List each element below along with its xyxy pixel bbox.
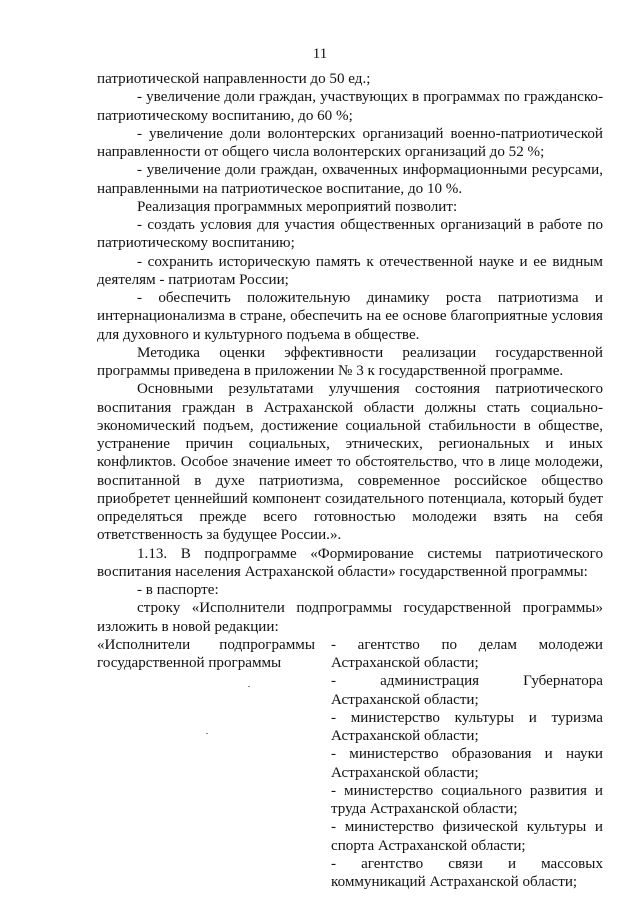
executor-item: - агентство связи и массовых коммуникаций Астраханской области; bbox=[331, 855, 603, 890]
paragraph: патриотической направленности до 50 ед.; bbox=[97, 71, 371, 87]
executor-item: - министерство социального развития и труда Астраханской области; bbox=[331, 782, 603, 817]
paragraph: строку «Исполнители подпрограммы государственной программы» изложить в новой редакции: bbox=[97, 600, 603, 635]
paragraph: - увеличение доли граждан, участвующих в программах по гражданско-патриотическому воспитанию, до 60 %; bbox=[97, 89, 603, 124]
scan-speck bbox=[206, 733, 208, 734]
paragraph: - увеличение доли волонтерских организаций военно-патриотической направленности от общего числа волонтерских организаций до 52 %; bbox=[97, 125, 603, 160]
paragraph: Основными результатами улучшения состояния патриотического воспитания граждан в Астраханской области должны стать социально-экономический подъем, достижение социальной стабильности в обществе, устранение причин социальных, этнических, региональных и иных конфликтов. Особое значение имеет то обстоятельство, что в лице молодежи, воспитанной в духе патриотизма, современное российское общество приобретет ценнейший компонент созидательного потенциала, который будет определяться прежде всего готовностью молодежи взять на себя ответственность за будущее России.». bbox=[97, 381, 603, 544]
paragraph: - в паспорте: bbox=[137, 582, 219, 598]
paragraph: Методика оценки эффективности реализации государственной программы приведена в приложении № 3 к государственной программе. bbox=[97, 344, 603, 379]
paragraph: - сохранить историческую память к отечественной науке и ее видным деятелям - патриотам России; bbox=[97, 253, 603, 288]
executor-item: - агентство по делам молодежи Астраханской области; bbox=[331, 636, 603, 671]
executor-item: - министерство культуры и туризма Астраханской области; bbox=[331, 709, 603, 744]
paragraph-list bbox=[97, 70, 603, 636]
paragraph: - создать условия для участия общественных организаций в работе по патриотическому воспитанию; bbox=[97, 217, 603, 252]
page-number: 11 bbox=[312, 46, 328, 62]
paragraph: Реализация программных мероприятий позволит: bbox=[137, 198, 458, 215]
executor-item: - администрация Губернатора Астраханской области; bbox=[331, 673, 603, 708]
paragraph: 1.13. В подпрограмме «Формирование системы патриотического воспитания населения Астраханской области» государственной программы: bbox=[97, 545, 603, 580]
paragraph: - увеличение доли граждан, охваченных информационными ресурсами, направленными на патриотическое воспитание, до 10 %. bbox=[97, 162, 603, 197]
paragraph: - обеспечить положительную динамику роста патриотизма и интернационализма в стране, обеспечить на ее основе благоприятные условия для духовного и культурного подъема в обществе. bbox=[97, 290, 603, 343]
executors-list bbox=[331, 636, 603, 892]
executor-item: - министерство образования и науки Астраханской области; bbox=[331, 746, 603, 781]
document-body bbox=[97, 70, 603, 891]
executors-label: «Исполнители подпрограммы государственной программы bbox=[97, 636, 315, 671]
executor-item: - министерство физической культуры и спорта Астраханской области; bbox=[331, 819, 603, 854]
scan-speck bbox=[248, 686, 250, 687]
executors-table bbox=[97, 636, 603, 892]
